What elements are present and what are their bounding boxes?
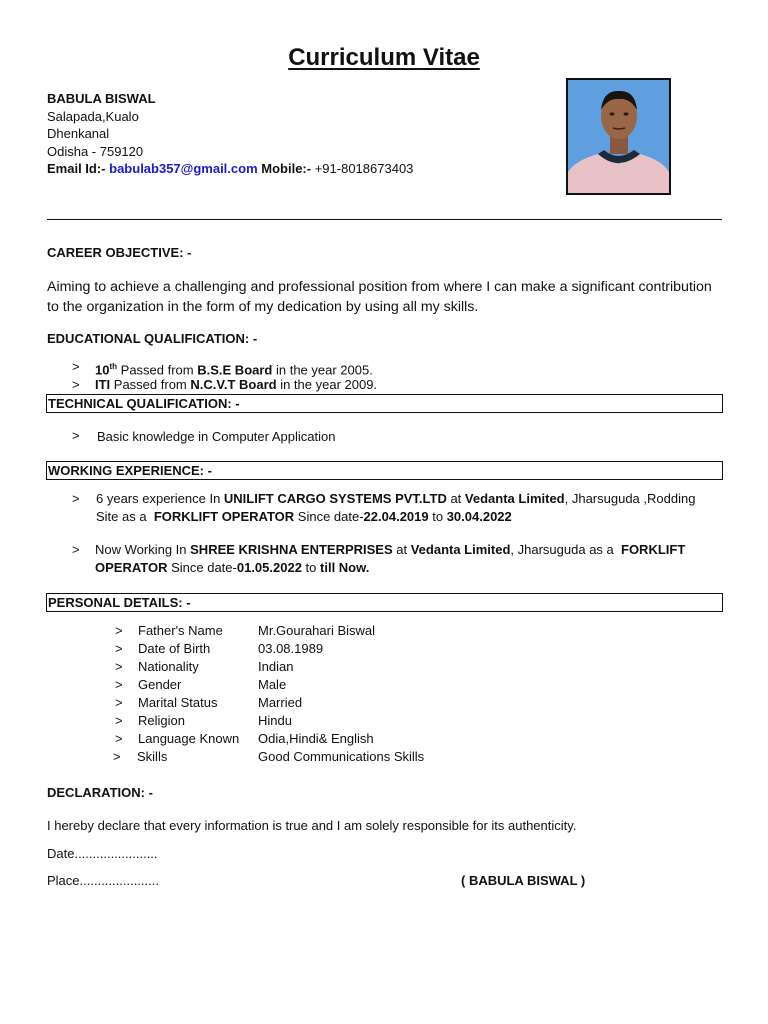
work-item-2-from: 01.05.2022 [236,560,302,575]
work-item-2-role-1: FORKLIFT [621,542,686,557]
personal-heading: PERSONAL DETAILS: - [46,593,723,612]
education-item-1-text-a: Passed from [117,362,198,378]
personal-row-label: Skills [137,749,168,764]
work-item-1-to: 30.04.2022 [446,509,512,524]
personal-row-bullet: > [113,749,121,764]
personal-row-label: Father's Name [138,623,223,638]
address-line-3: Odisha - 759120 [47,143,144,159]
education-item-1-text-b: in the year 2005. [272,362,373,378]
email-label: Email Id:- [47,161,106,177]
personal-row-value: Hindu [258,713,292,728]
work-item-2-bullet: > [72,542,80,557]
technical-item-1: Basic knowledge in Computer Application [97,429,336,444]
education-item-2-bullet: > [72,377,80,392]
personal-row-value: Indian [258,659,294,674]
personal-row-label: Gender [138,677,182,692]
person-portrait-icon [568,80,669,193]
career-objective-text: Aiming to achieve a challenging and professional position from where I can make a significant contribution to the organization in the form of my dedication by using all my skills. [47,279,712,315]
personal-row-label: Language Known [138,731,240,746]
work-item-2-text-d: Since date- [167,560,237,575]
personal-details-list [0,622,768,772]
work-item-1-role: FORKLIFT OPERATOR [153,509,295,524]
work-item-2-text-c: , Jharsuguda as a [510,542,621,557]
personal-row-bullet: > [115,713,123,728]
personal-row-value: 03.08.1989 [258,641,324,656]
work-item-1-company: UNILIFT CARGO SYSTEMS PVT.LTD [223,491,447,506]
technical-item-1-bullet: > [72,428,80,443]
personal-row-value: Married [258,695,303,710]
personal-row-bullet: > [115,695,123,710]
career-objective-heading: CAREER OBJECTIVE: - [47,245,192,260]
personal-row-label: Date of Birth [138,641,211,656]
technical-heading: TECHNICAL QUALIFICATION: - [46,394,723,413]
personal-row-label: Religion [138,713,185,728]
profile-photo [566,78,671,195]
header-divider [47,219,722,220]
work-item-1-text-e: Since date- [294,509,364,524]
work-item-1-text-f: to [428,509,447,524]
education-item-2-text-b: in the year 2009. [276,377,378,392]
work-item-1-text-c: , Jharsuguda ,Rodding [564,491,696,506]
education-item-2-course: ITI [95,377,111,392]
work-item-2-text-b: at [392,542,411,557]
work-item-2-text-a: Now Working In [95,542,191,557]
work-item-1-bullet: > [72,491,80,506]
personal-row-bullet: > [115,659,123,674]
address-line-2: Dhenkanal [47,126,110,142]
personal-row-label: Marital Status [138,695,218,710]
education-item-1-bullet: > [72,359,80,374]
work-item-2-text-e: to [301,560,321,575]
work-heading: WORKING EXPERIENCE: - [46,461,723,480]
address-line-1: Salapada,Kualo [47,108,139,124]
place-line: Place...................... [47,873,159,888]
mobile-number: +91-8018673403 [314,161,414,177]
email-link[interactable]: babulab357@gmail.com [109,161,258,177]
education-item-2-board: N.C.V.T Board [190,377,277,392]
education-item-2-text-a: Passed from [110,377,191,392]
personal-row-bullet: > [115,623,123,638]
work-item-1 [96,490,726,526]
mobile-label: Mobile:- [261,161,312,177]
work-item-2 [95,541,725,577]
personal-row-value: Male [258,677,287,692]
contact-block [47,90,413,178]
work-item-2-company: SHREE KRISHNA ENTERPRISES [190,542,393,557]
signature-name: ( BABULA BISWAL ) [461,873,586,888]
work-item-1-text-d: Site as a [96,509,154,524]
work-item-1-text-b: at [446,491,465,506]
document-title: Curriculum Vitae [288,44,480,71]
education-item-1-board: B.S.E Board [197,362,273,378]
date-line: Date....................... [47,846,158,861]
personal-row-bullet: > [115,677,123,692]
work-item-1-text-a: 6 years experience In [96,491,224,506]
education-item-1-level: 10 [95,362,110,378]
work-item-1-site: Vedanta Limited [464,491,565,506]
personal-row-bullet: > [115,641,123,656]
work-item-2-role-2: OPERATOR [95,560,168,575]
personal-row-bullet: > [115,731,123,746]
personal-row-value: Mr.Gourahari Biswal [258,623,376,638]
personal-row-value: Good Communications Skills [258,749,425,764]
personal-row-value: Odia,Hindi& English [258,731,374,746]
work-item-1-from: 22.04.2019 [363,509,429,524]
education-heading: EDUCATIONAL QUALIFICATION: - [47,331,258,346]
work-item-2-site: Vedanta Limited [410,542,511,557]
personal-row-label: Nationality [138,659,199,674]
declaration-heading: DECLARATION: - [47,785,153,800]
candidate-name: BABULA BISWAL [47,91,156,106]
work-item-2-to: till Now. [320,560,370,575]
declaration-text: I hereby declare that every information is true and I am solely responsible for its authenticity. [47,818,577,833]
education-item-1-suffix: th [109,362,118,371]
contact-line [47,160,413,178]
education-item-2 [95,376,377,394]
